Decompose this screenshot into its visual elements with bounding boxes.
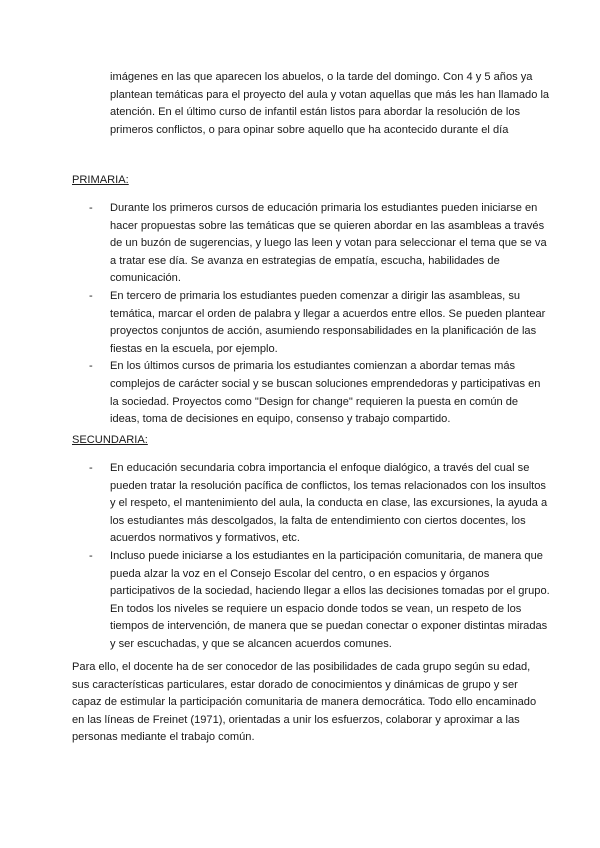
- list-item-text: En tercero de primaria los estudiantes pueden comenzar a dirigir las asambleas, su temática, marcar el orden de palabra y llegar a acuerdos entre ellos. Se pueden plantear proyectos conjuntos de acción, asumiendo responsabilidades en la planificación de las fiestas en la escuela, por ejemplo.: [110, 289, 546, 355]
- secundaria-heading: SECUNDARIA:: [72, 434, 148, 446]
- list-item: [0, 460, 550, 548]
- bullet-dash: -: [89, 360, 93, 373]
- list-item: [0, 358, 550, 428]
- list-item: [0, 200, 550, 288]
- list-item-text: En educación secundaria cobra importancia el enfoque dialógico, a través del cual se pueden tratar la resolución pacífica de conflictos, los temas relacionados con los insultos y el respeto, el mantenimiento del aula, la conducta en clase, las excursiones, la ayuda a los estudiantes más descolgados, la falta de entendimiento con ciertos docentes, los acuerdos normativos y formativos, etc.: [110, 462, 548, 545]
- closing-paragraph: Para ello, el docente ha de ser conocedor de las posibilidades de cada grupo según su edad, sus características particulares, estar dorado de conocimientos y dinámicas de grupo y ser capaz de estimular la participación comunitaria de manera democrática. Todo ello encaminado en las líneas de Freinet (1971), orientadas a unir los esfuerzos, colaborar y aproximar a las personas mediante el trabajo común.: [72, 661, 537, 744]
- list-item-text: Incluso puede iniciarse a los estudiantes en la participación comunitaria, de manera que pueda alzar la voz en el Consejo Escolar del centro, o en espacios y órganos participativos de la sociedad, haciendo llegar a ellos las decisiones tomadas por el grupo. En todos los niveles se requiere un espacio donde todos se vean, un respeto de los tiempos de intervención, de manera que se puedan conectar o exponer distintas miradas y ser escuchadas, y que se alcancen acuerdos comunes.: [110, 549, 550, 650]
- primaria-heading: PRIMARIA:: [72, 174, 129, 186]
- list-item-text: En los últimos cursos de primaria los estudiantes comienzan a abordar temas más complejos de carácter social y se buscan soluciones emprendedoras y participativas en la sociedad. Proyectos como "Design for change" requieren la puesta en común de ideas, toma de decisiones en equipo, consenso y trabajo compartido.: [110, 360, 541, 426]
- intro-paragraph: imágenes en las que aparecen los abuelos, o la tarde del domingo. Con 4 y 5 años ya plantean temáticas para el proyecto del aula y votan aquellas que más les han llamado la atención. En el último curso de infantil están listos para abordar la resolución de los primeros conflictos, o para opinar sobre aquello que ha acontecido durante el día: [110, 71, 550, 136]
- list-item: [0, 548, 550, 654]
- bullet-dash: -: [89, 289, 93, 302]
- list-item: [0, 288, 550, 358]
- primaria-list: [0, 200, 600, 429]
- secundaria-list: [0, 460, 600, 654]
- list-item-text: Durante los primeros cursos de educación primaria los estudiantes pueden iniciarse en hacer propuestas sobre las temáticas que se quieren abordar en las asambleas a través de un buzón de sugerencias, y luego las leen y votan para seleccionar el tema que se va a tratar ese día. Se avanza en estrategias de empatía, escucha, habilidades de comunicación.: [110, 202, 547, 285]
- bullet-dash: -: [89, 462, 93, 474]
- bullet-dash: -: [89, 549, 93, 562]
- bullet-dash: -: [89, 202, 93, 214]
